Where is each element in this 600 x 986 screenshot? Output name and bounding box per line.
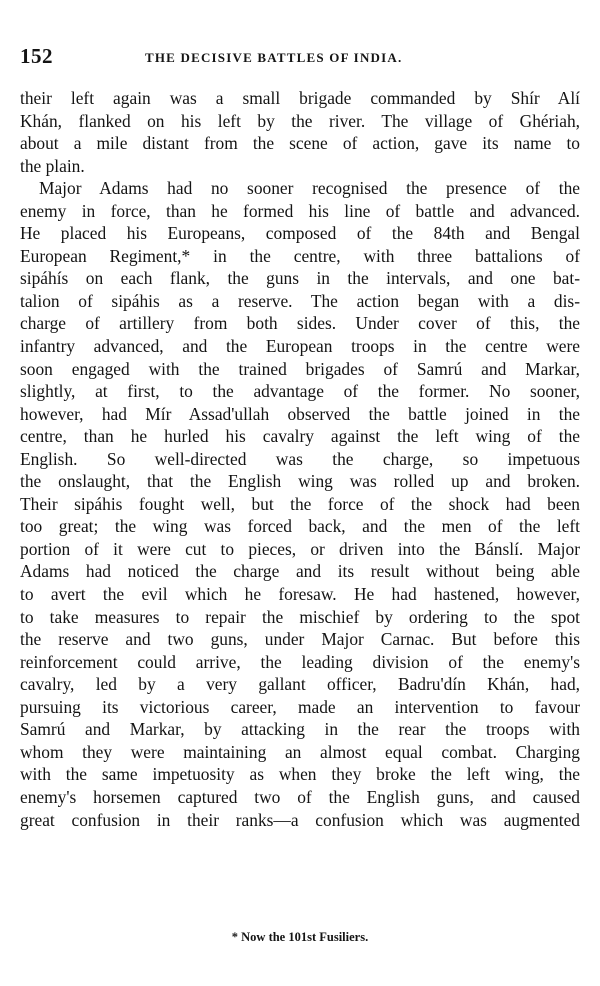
text-line: the plain. <box>20 155 85 176</box>
text-line: reinforcement could arrive, the leading division of the enemy's <box>20 651 580 672</box>
text-line: slightly, at first, to the advantage of the former. No sooner, <box>20 381 580 402</box>
text-line: the reserve and two guns, under Major Carnac. But before this <box>20 629 580 650</box>
text-line: Khán, flanked on his left by the river. The village of Ghériah, <box>20 110 580 131</box>
text-line: portion of it were cut to pieces, or driven into the Bánslí. Major <box>20 538 580 559</box>
text-line: with the same impetuosity as when they broke the left wing, the <box>20 764 580 785</box>
text-line: pursuing its victorious career, made an intervention to favour <box>20 696 580 717</box>
text-line: to avert the evil which he foresaw. He had hastened, however, <box>20 584 580 605</box>
text-line: He placed his Europeans, composed of the 84th and Bengal <box>20 223 580 244</box>
text-line: centre, than he hurled his cavalry against the left wing of the <box>20 426 580 447</box>
text-line: Adams had noticed the charge and its result without being able <box>20 561 580 582</box>
text-line: too great; the wing was forced back, and the men of the left <box>20 516 580 537</box>
text-line: great confusion in their ranks—a confusion which was augmented <box>20 809 580 830</box>
text-line: European Regiment,* in the centre, with three battalions of <box>20 245 580 266</box>
page-header <box>20 44 580 74</box>
text-line: the onslaught, that the English wing was rolled up and broken. <box>20 471 580 492</box>
text-line: soon engaged with the trained brigades of Samrú and Markar, <box>20 358 580 379</box>
text-line: their left again was a small brigade commanded by Shír Alí <box>20 88 580 108</box>
page-number: 152 <box>20 44 53 68</box>
text-line: talion of sipáhis as a reserve. The action began with a dis- <box>20 290 580 311</box>
text-line: Their sipáhis fought well, but the force of the shock had been <box>20 493 580 514</box>
text-line: to take measures to repair the mischief by ordering to the spot <box>20 606 580 627</box>
text-line: about a mile distant from the scene of action, gave its name to <box>20 133 580 154</box>
text-line: Major Adams had no sooner recognised the presence of the <box>39 178 580 199</box>
text-line: English. So well-directed was the charge, so impetuous <box>20 448 580 469</box>
body-text <box>20 87 580 831</box>
footnote: * Now the 101st Fusiliers. <box>231 930 369 944</box>
text-line: enemy in force, than he formed his line of battle and advanced. <box>20 200 580 221</box>
text-line: Samrú and Markar, by attacking in the rear the troops with <box>20 719 580 740</box>
text-line: whom they were maintaining an almost equal combat. Charging <box>20 741 580 762</box>
text-line: sipáhís on each flank, the guns in the intervals, and one bat- <box>20 268 580 289</box>
text-line: cavalry, led by a very gallant officer, Badru'dín Khán, had, <box>20 674 580 695</box>
text-line: infantry advanced, and the European troops in the centre were <box>20 336 580 357</box>
text-line: charge of artillery from both sides. Under cover of this, the <box>20 313 580 334</box>
text-line: enemy's horsemen captured two of the English guns, and caused <box>20 786 580 807</box>
text-line: however, had Mír Assad'ullah observed the battle joined in the <box>20 403 580 424</box>
running-head: THE DECISIVE BATTLES OF INDIA. <box>145 50 403 65</box>
